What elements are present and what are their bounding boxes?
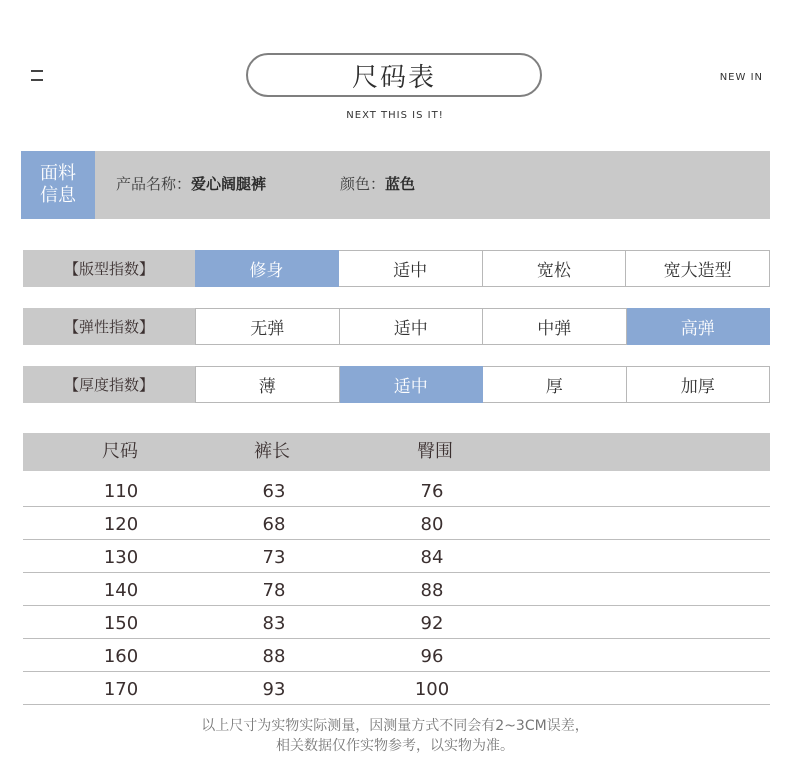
rating-option: 厚 xyxy=(483,366,627,403)
table-cell: 73 xyxy=(262,547,286,568)
table-row xyxy=(23,639,770,672)
table-row xyxy=(23,573,770,606)
rating-option: 适中 xyxy=(339,250,483,287)
fabric-info-label xyxy=(21,151,95,219)
table-cell: 68 xyxy=(262,514,286,535)
page-title: 尺码表 xyxy=(246,53,542,97)
column-header-size: 尺码 xyxy=(102,441,138,462)
table-row xyxy=(23,474,770,507)
table-cell: 170 xyxy=(103,679,139,700)
table-cell: 63 xyxy=(262,481,286,502)
rating-option: 加厚 xyxy=(627,366,771,403)
table-cell: 160 xyxy=(103,646,139,667)
table-row xyxy=(23,507,770,540)
thickness-index-row xyxy=(23,366,770,403)
product-name-key: 产品名称： xyxy=(116,175,192,193)
rating-option: 高弹 xyxy=(627,308,771,345)
table-cell: 88 xyxy=(262,646,286,667)
table-cell: 140 xyxy=(103,580,139,601)
rating-option: 修身 xyxy=(195,250,339,287)
fabric-info-label-text: 面料信息 xyxy=(40,163,76,206)
table-cell: 84 xyxy=(420,547,444,568)
page-subtitle: NEXT THIS IS IT! xyxy=(346,110,444,121)
table-cell: 96 xyxy=(420,646,444,667)
table-row xyxy=(23,672,770,705)
table-cell: 80 xyxy=(420,514,444,535)
elasticity-index-row xyxy=(23,308,770,345)
product-name xyxy=(116,173,266,194)
table-cell: 100 xyxy=(414,679,450,700)
table-cell: 76 xyxy=(420,481,444,502)
table-row xyxy=(23,540,770,573)
measurement-note-line1: 以上尺寸为实物实际测量，因测量方式不同会有2~3CM误差， xyxy=(201,718,589,734)
column-header-length: 裤长 xyxy=(254,441,290,462)
rating-option: 无弹 xyxy=(195,308,340,345)
rating-option: 宽大造型 xyxy=(626,250,770,287)
product-color-key: 颜色： xyxy=(340,175,386,193)
rating-option: 宽松 xyxy=(483,250,627,287)
product-color-value: 蓝色 xyxy=(385,175,416,193)
column-header-hip: 臀围 xyxy=(417,441,453,462)
table-cell: 92 xyxy=(420,613,444,634)
rating-option: 适中 xyxy=(340,308,484,345)
table-cell: 83 xyxy=(262,613,286,634)
table-cell: 88 xyxy=(420,580,444,601)
table-cell: 120 xyxy=(103,514,139,535)
measurement-note-line2: 相关数据仅作实物参考，以实物为准。 xyxy=(276,738,514,754)
table-cell: 93 xyxy=(262,679,286,700)
product-name-value: 爱心阔腿裤 xyxy=(191,175,267,193)
rating-label: 【版型指数】 xyxy=(23,250,195,287)
rating-option: 中弹 xyxy=(483,308,627,345)
fit-index-row xyxy=(23,250,770,287)
table-cell: 130 xyxy=(103,547,139,568)
rating-option: 适中 xyxy=(340,366,484,403)
table-cell: 78 xyxy=(262,580,286,601)
rating-label: 【厚度指数】 xyxy=(23,366,195,403)
table-row xyxy=(23,606,770,639)
table-cell: 150 xyxy=(103,613,139,634)
product-color xyxy=(340,173,415,194)
table-cell: 110 xyxy=(103,481,139,502)
rating-option: 薄 xyxy=(195,366,340,403)
menu-icon xyxy=(31,70,43,84)
rating-label: 【弹性指数】 xyxy=(23,308,195,345)
new-in-label: NEW IN xyxy=(719,72,763,83)
